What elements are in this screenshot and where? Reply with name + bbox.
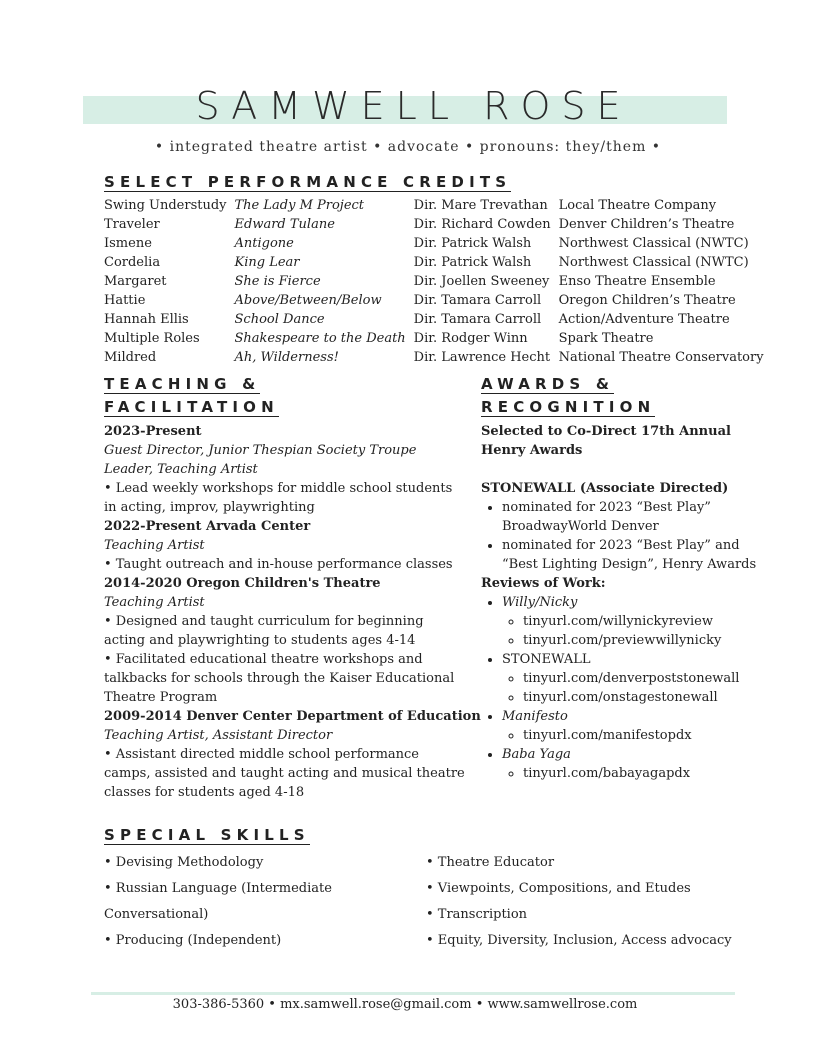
table-row <box>104 253 772 272</box>
section-title-skills: SPECIAL SKILLS <box>104 826 310 844</box>
review-link[interactable]: ◦ tinyurl.com/onstagestonewall <box>523 688 771 707</box>
awards-column <box>481 422 771 783</box>
credit-company: Local Theatre Company <box>558 198 717 213</box>
list-item: • nominated for 2023 “Best Play” and “Best Lighting Design”, Henry Awards <box>502 536 771 574</box>
skill-item: • Producing (Independent) <box>104 933 282 948</box>
page-title: SAMWELL ROSE <box>195 84 632 128</box>
review-link[interactable]: ◦ tinyurl.com/willynickyreview <box>523 612 771 631</box>
section-title-teaching: TEACHING & FACILITATION <box>104 375 279 416</box>
skills-left <box>104 850 424 954</box>
credit-show: School Dance <box>234 312 325 327</box>
teaching-column <box>104 422 481 802</box>
credit-show: King Lear <box>234 255 300 270</box>
job-role: Teaching Artist, Assistant Director <box>104 728 333 743</box>
table-row <box>104 310 772 329</box>
skill-item: • Russian Language (Intermediate <box>104 881 332 896</box>
credit-show: Shakespeare to the Death <box>234 331 406 346</box>
credit-director: Dir. Patrick Walsh <box>413 236 532 251</box>
credit-show: The Lady M Project <box>234 198 365 213</box>
credit-company: Action/Adventure Theatre <box>558 312 730 327</box>
job-heading: 2022-Present Arvada Center <box>104 519 311 534</box>
credit-director: Dir. Richard Cowden <box>413 217 551 232</box>
review-link[interactable]: ◦ tinyurl.com/manifestopdx <box>523 726 771 745</box>
credit-company: Denver Children’s Theatre <box>558 217 735 232</box>
credit-role: Hattie <box>104 293 146 308</box>
job-role: Teaching Artist <box>104 595 205 610</box>
award-selected: Selected to Co-Direct 17th Annual Henry Awards <box>481 424 731 458</box>
section-title-performance: SELECT PERFORMANCE CREDITS <box>104 173 512 191</box>
table-row <box>104 329 772 348</box>
review-link[interactable]: ◦ tinyurl.com/previewwillynicky <box>523 631 771 650</box>
credit-show: She is Fierce <box>234 274 321 289</box>
spacer <box>481 460 771 479</box>
credit-role: Margaret <box>104 274 167 289</box>
stonewall-list <box>481 498 771 574</box>
job-bullet: • Facilitated educational theatre workshops and talkbacks for schools through the Kaiser Educational Theatre Program <box>104 652 455 705</box>
credit-company: Northwest Classical (NWTC) <box>558 236 749 251</box>
review-item: • STONEWALL ◦ tinyurl.com/denverpoststonewall ◦ tinyurl.com/onstagestonewall <box>502 650 771 707</box>
credit-show: Edward Tulane <box>234 217 335 232</box>
skill-item: • Transcription <box>426 907 528 922</box>
credit-role: Traveler <box>104 217 160 232</box>
skill-item: Conversational) <box>104 907 209 922</box>
performance-credits-table <box>104 196 772 367</box>
credit-company: Northwest Classical (NWTC) <box>558 255 749 270</box>
reviews-list <box>481 593 771 783</box>
job-heading: 2009-2014 Denver Center Department of Education <box>104 709 481 724</box>
skill-item: • Devising Methodology <box>104 855 264 870</box>
job-role: Guest Director, Junior Thespian Society Troupe Leader, Teaching Artist <box>104 443 417 477</box>
list-item: • nominated for 2023 “Best Play” BroadwayWorld Denver <box>502 498 771 536</box>
footer-contact: 303-386-5360 • mx.samwell.rose@gmail.com • www.samwellrose.com <box>172 997 638 1012</box>
credit-director: Dir. Lawrence Hecht <box>413 350 551 365</box>
review-link[interactable]: ◦ tinyurl.com/babayagapdx <box>523 764 771 783</box>
review-item: • Willy/Nicky ◦ tinyurl.com/willynickyreview ◦ tinyurl.com/previewwillynicky <box>502 593 771 650</box>
skill-item: • Viewpoints, Compositions, and Etudes <box>426 881 691 896</box>
table-row <box>104 291 772 310</box>
job-bullet: • Taught outreach and in-house performance classes <box>104 557 453 572</box>
credit-role: Ismene <box>104 236 152 251</box>
credit-company: Oregon Children’s Theatre <box>558 293 736 308</box>
credit-director: Dir. Tamara Carroll <box>413 312 542 327</box>
skill-item: • Equity, Diversity, Inclusion, Access advocacy <box>426 933 732 948</box>
credit-role: Swing Understudy <box>104 198 227 213</box>
job-bullet: • Lead weekly workshops for middle school students in acting, improv, playwrighting <box>104 481 453 515</box>
credit-show: Antigone <box>234 236 294 251</box>
job-bullet: • Designed and taught curriculum for beginning acting and playwrighting to students ages 4-14 <box>104 614 424 648</box>
reviews-heading: Reviews of Work: <box>481 576 606 591</box>
credit-show: Above/Between/Below <box>234 293 382 308</box>
section-title-awards: AWARDS & RECOGNITION <box>481 375 656 416</box>
credit-company: Enso Theatre Ensemble <box>558 274 716 289</box>
table-row <box>104 215 772 234</box>
table-row <box>104 234 772 253</box>
table-row <box>104 348 772 367</box>
job-heading: 2023-Present <box>104 424 202 439</box>
review-item: • Manifesto ◦ tinyurl.com/manifestopdx <box>502 707 771 745</box>
credit-company: National Theatre Conservatory <box>558 350 764 365</box>
table-row <box>104 196 772 215</box>
credit-director: Dir. Tamara Carroll <box>413 293 542 308</box>
job-bullet: • Assistant directed middle school performance camps, assisted and taught acting and musical theatre classes for students aged 4-18 <box>104 747 465 800</box>
credit-director: Dir. Rodger Winn <box>413 331 528 346</box>
credit-role: Mildred <box>104 350 157 365</box>
review-item: • Baba Yaga ◦ tinyurl.com/babayagapdx <box>502 745 771 783</box>
credit-role: Multiple Roles <box>104 331 200 346</box>
credit-company: Spark Theatre <box>558 331 654 346</box>
tagline: • integrated theatre artist • advocate • pronouns: they/them • <box>154 139 662 155</box>
credit-director: Dir. Patrick Walsh <box>413 255 532 270</box>
job-role: Teaching Artist <box>104 538 205 553</box>
skills-right <box>426 850 756 954</box>
credit-director: Dir. Joellen Sweeney <box>413 274 550 289</box>
table-row <box>104 272 772 291</box>
credit-show: Ah, Wilderness! <box>234 350 339 365</box>
review-link[interactable]: ◦ tinyurl.com/denverpoststonewall <box>523 669 771 688</box>
job-heading: 2014-2020 Oregon Children's Theatre <box>104 576 381 591</box>
credit-role: Cordelia <box>104 255 161 270</box>
skill-item: • Theatre Educator <box>426 855 555 870</box>
footer-divider <box>91 992 735 995</box>
credit-director: Dir. Mare Trevathan <box>413 198 548 213</box>
award-heading-stonewall: STONEWALL (Associate Directed) <box>481 481 729 496</box>
credit-role: Hannah Ellis <box>104 312 189 327</box>
